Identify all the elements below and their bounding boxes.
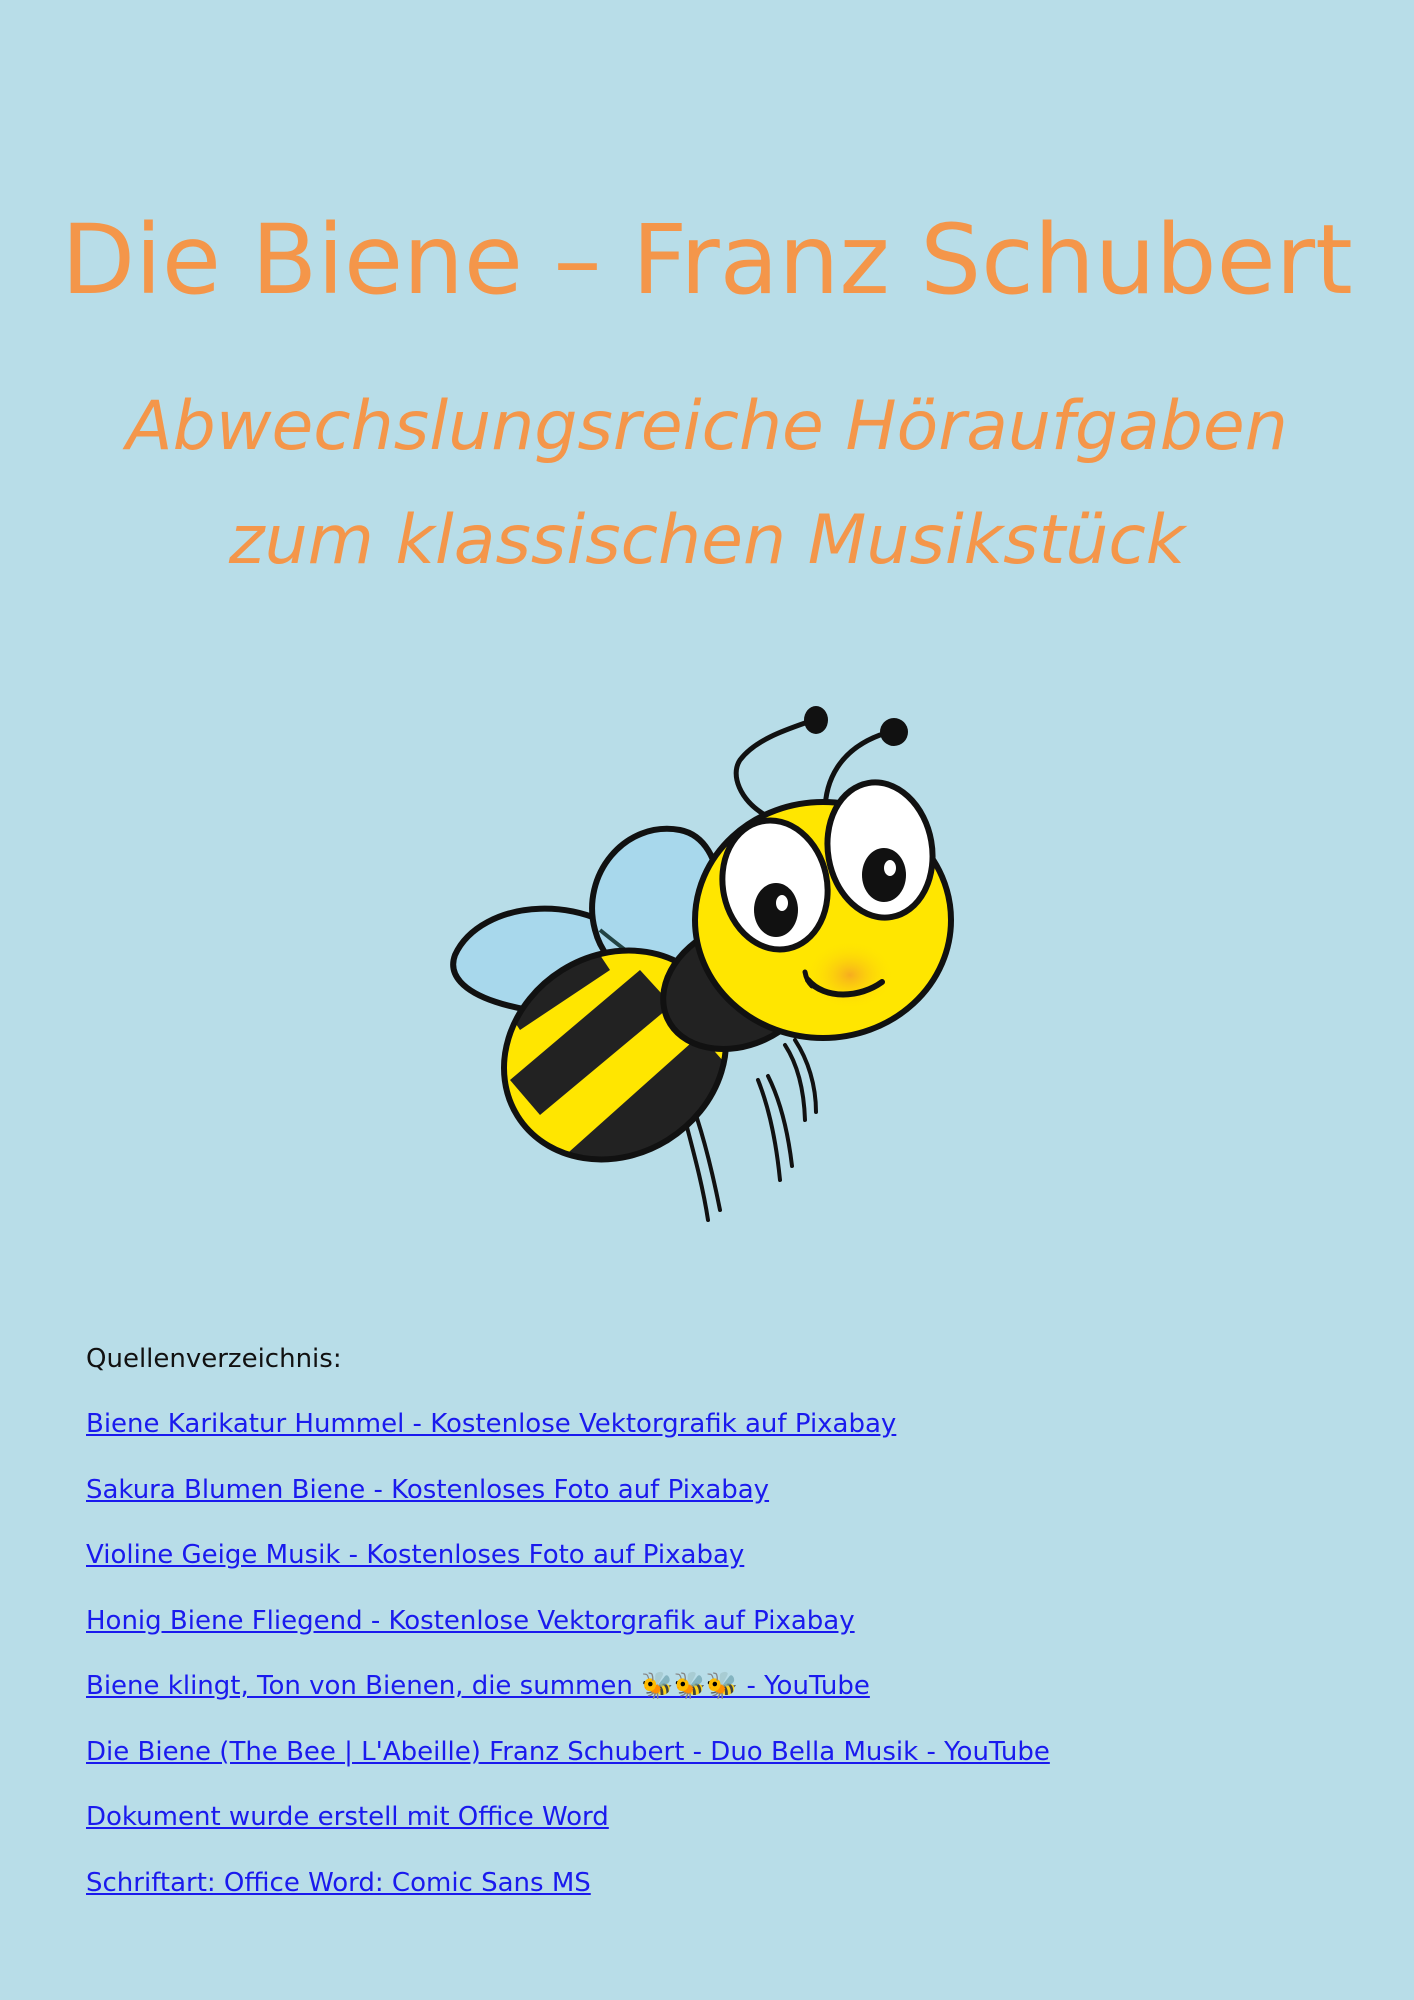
page-subtitle [0,370,1414,598]
subtitle-line-1: Abwechslungsreiche Höraufgaben [126,387,1288,466]
source-link-1[interactable]: Biene Karikatur Hummel - Kostenlose Vektorgrafik auf Pixabay [86,1409,897,1439]
source-link-4[interactable]: Honig Biene Fliegend - Kostenlose Vektorgrafik auf Pixabay [86,1605,855,1636]
page-title: Die Biene – Franz Schubert [61,204,1353,316]
list-item [86,1858,1336,1908]
list-item [86,1596,1336,1646]
list-item [86,1530,1336,1580]
source-list-section [86,1334,1336,1923]
list-item [86,1399,1336,1449]
list-item [86,1792,1336,1842]
sources-heading: Quellenverzeichnis: [86,1344,342,1374]
list-item [86,1727,1336,1777]
list-item [86,1465,1336,1515]
list-item [86,1661,1336,1711]
source-link-6[interactable]: Die Biene (The Bee | L'Abeille) Franz Schubert - Duo Bella Musik - YouTube [86,1736,1050,1767]
source-link-8[interactable]: Schriftart: Office Word: Comic Sans MS [86,1867,591,1898]
subtitle-line-2: zum klassischen Musikstück [228,501,1186,580]
source-link-7[interactable]: Dokument wurde erstell mit Office Word [86,1802,609,1832]
source-link-2[interactable]: Sakura Blumen Biene - Kostenloses Foto auf Pixabay [86,1474,770,1505]
source-link-5[interactable]: Biene klingt, Ton von Bienen, die summen 🐝🐝🐝 - YouTube [86,1671,870,1701]
bee-illustration [440,700,980,1260]
source-link-3[interactable]: Violine Geige Musik - Kostenloses Foto auf Pixabay [86,1540,745,1570]
sources-list [86,1399,1336,1908]
bee-icon [440,700,980,1260]
